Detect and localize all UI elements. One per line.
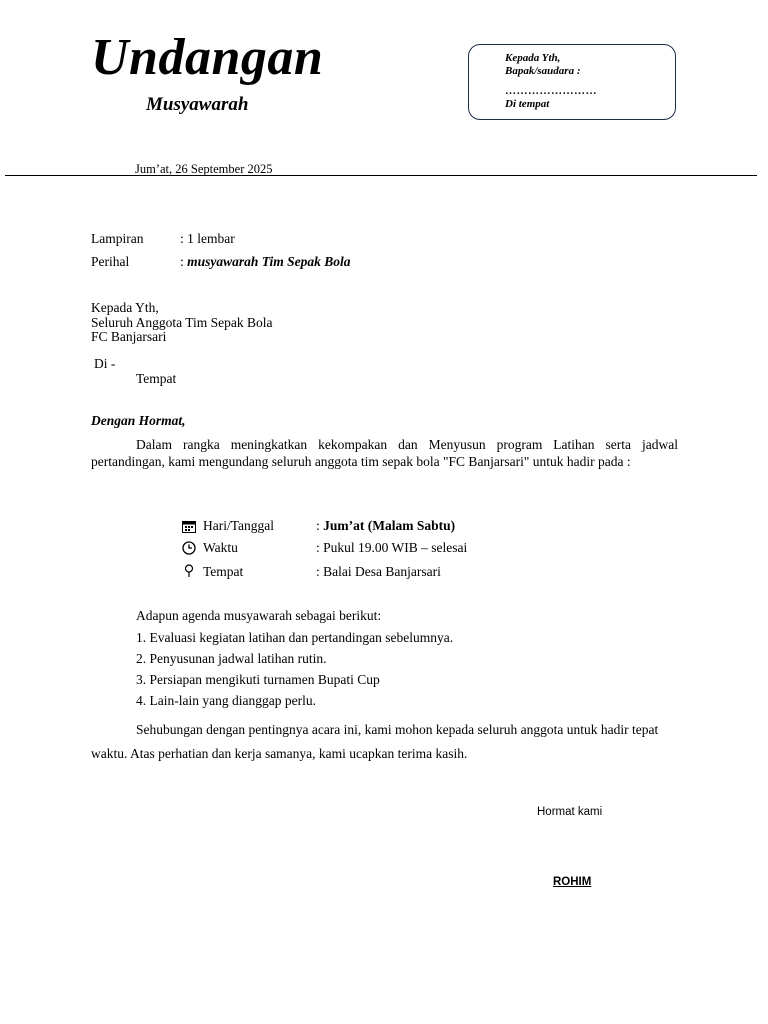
signature-name: ROHIM <box>553 876 592 888</box>
detail-value-place-field <box>316 564 441 580</box>
perihal-field <box>180 254 351 270</box>
detail-value-time: Pukul 19.00 WIB – selesai <box>323 540 468 555</box>
letter-subtitle: Musyawarah <box>146 94 249 115</box>
recipient-line3: FC Banjarsari <box>91 329 167 344</box>
agenda-item: 2. Penyusunan jadwal latihan rutin. <box>136 651 327 666</box>
lampiran-value: : 1 lembar <box>180 231 235 246</box>
letter-date: Jum’at, 26 September 2025 <box>135 162 273 176</box>
detail-value-time-field <box>316 540 467 556</box>
detail-value-date: Jum’at (Malam Sabtu) <box>323 518 456 533</box>
letter-title: Undangan <box>91 29 324 86</box>
agenda-item: 4. Lain-lain yang dianggap perlu. <box>136 693 316 708</box>
address-box <box>468 44 676 120</box>
perihal-value: musyawarah Tim Sepak Bola <box>187 254 351 269</box>
recipient-line2: Seluruh Anggota Tim Sepak Bola <box>91 315 273 330</box>
header-divider <box>5 175 757 176</box>
detail-value-place: Balai Desa Banjarsari <box>323 564 441 579</box>
recipient-tempat: Tempat <box>136 371 177 386</box>
location-pin-icon <box>182 564 196 578</box>
detail-colon-time: : <box>316 540 324 555</box>
perihal-colon: : <box>180 254 188 269</box>
greeting: Dengan Hormat, <box>91 413 186 428</box>
agenda-item: 3. Persiapan mengikuti turnamen Bupati Cup <box>136 672 380 687</box>
intro-paragraph: Dalam rangka meningkatkan kekompakan dan Menyusun program Latihan serta jadwal pertandingan, kami mengundang seluruh anggota tim sepak bola "FC Banjarsari" untuk hadir pada : <box>91 437 678 469</box>
recipient-line1: Kepada Yth, <box>91 300 159 315</box>
address-box-line4: Di tempat <box>505 98 550 110</box>
address-box-line1: Kepada Yth, <box>505 52 561 64</box>
lampiran-label: Lampiran <box>91 231 144 246</box>
address-box-line2: Bapak/saudara : <box>505 65 581 77</box>
detail-label-date: Hari/Tanggal <box>203 518 275 533</box>
detail-label-place: Tempat <box>203 564 244 579</box>
clock-icon <box>182 541 196 555</box>
address-box-dots: …………………… <box>505 85 597 97</box>
calendar-icon <box>182 519 196 533</box>
detail-label-time: Waktu <box>203 540 238 555</box>
closing-paragraph: Sehubungan dengan pentingnya acara ini, kami mohon kepada seluruh anggota untuk hadir tepat waktu. Atas perhatian dan kerja samanya, kami ucapkan terima kasih. <box>91 722 659 761</box>
signature-salutation: Hormat kami <box>537 806 603 818</box>
detail-value-date-field <box>316 518 455 534</box>
perihal-label: Perihal <box>91 254 130 269</box>
agenda-intro: Adapun agenda musyawarah sebagai berikut: <box>136 608 382 623</box>
detail-colon-date: : <box>316 518 324 533</box>
detail-colon-place: : <box>316 564 324 579</box>
agenda-item: 1. Evaluasi kegiatan latihan dan pertandingan sebelumnya. <box>136 630 454 645</box>
recipient-di: Di - <box>94 356 116 371</box>
